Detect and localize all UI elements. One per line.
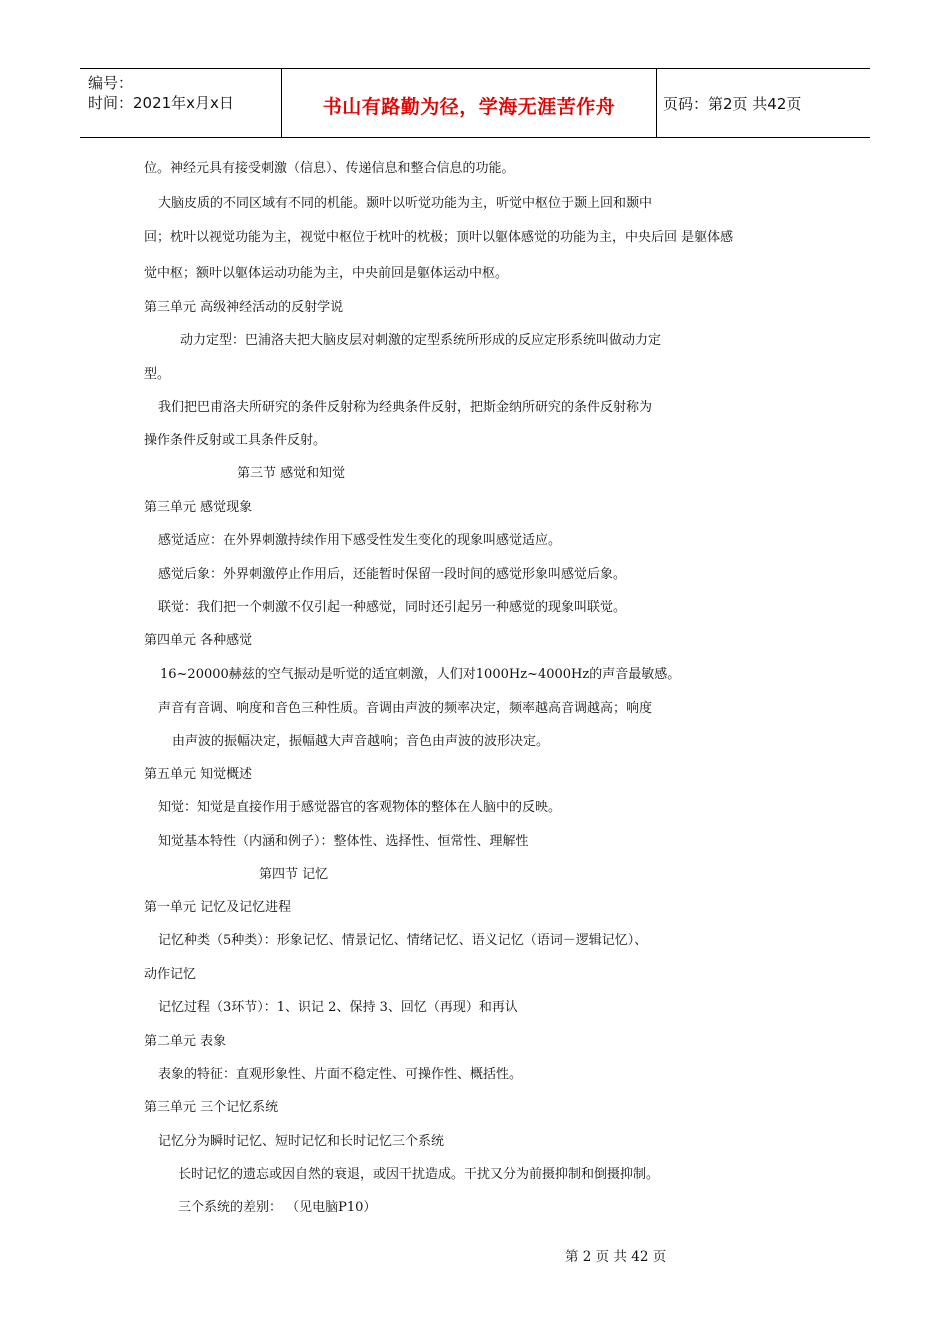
header-motto-cell — [282, 69, 657, 137]
body-line: 表象的特征：直观形象性、片面不稳定性、可操作性、概括性。 — [158, 1067, 523, 1082]
body-line: 位。神经元具有接受刺激（信息）、传递信息和整合信息的功能。 — [144, 161, 515, 176]
section-heading: 第三单元 感觉现象 — [144, 500, 253, 515]
body-line: 声音有音调、响度和音色三种性质。音调由声波的频率决定，频率越高音调越高；响度 — [158, 701, 653, 716]
body-line: 动作记忆 — [144, 967, 197, 982]
body-line: 记忆过程（3环节）：1、识记 2、保持 3、回忆（再现）和再认 — [158, 1000, 518, 1015]
chapter-heading: 第三节 感觉和知觉 — [237, 466, 346, 481]
page-footer: 第 2 页 共 42 页 — [565, 1249, 667, 1265]
section-heading: 第五单元 知觉概述 — [144, 767, 253, 782]
body-line: 觉中枢；额叶以躯体运动功能为主，中央前回是躯体运动中枢。 — [144, 266, 509, 281]
section-heading: 第二单元 表象 — [144, 1034, 227, 1049]
body-line: 记忆种类（5种类）：形象记忆、情景记忆、情绪记忆、语义记忆（语词－逻辑记忆）、 — [158, 933, 648, 948]
time-label: 时间：2021年x月x日 — [88, 94, 234, 112]
body-line: 知觉：知觉是直接作用于感觉器官的客观物体的整体在人脑中的反映。 — [158, 800, 562, 815]
body-line: 记忆分为瞬时记忆、短时记忆和长时记忆三个系统 — [158, 1134, 445, 1149]
motto: 书山有路勤为径，学海无涯苦作舟 — [322, 96, 616, 118]
section-heading: 第一单元 记忆及记忆进程 — [144, 900, 292, 915]
body-line: 大脑皮质的不同区域有不同的机能。颞叶以听觉功能为主，听觉中枢位于颞上回和颞中 — [158, 196, 653, 211]
body-line: 动力定型：巴浦洛夫把大脑皮层对刺激的定型系统所形成的反应定形系统叫做动力定 — [180, 333, 662, 348]
header-left-cell — [80, 69, 282, 137]
body-line: 感觉适应：在外界刺激持续作用下感受性发生变化的现象叫感觉适应。 — [158, 533, 562, 548]
body-line: 回；枕叶以视觉功能为主，视觉中枢位于枕叶的枕极；顶叶以躯体感觉的功能为主，中央后回 是躯体感 — [144, 230, 734, 245]
section-heading: 第四单元 各种感觉 — [144, 633, 253, 648]
body-line: 操作条件反射或工具条件反射。 — [144, 433, 327, 448]
body-line: 16~20000赫兹的空气振动是听觉的适宜刺激，人们对1000Hz~4000Hz的声音最敏感。 — [160, 667, 681, 682]
section-heading: 第三单元 高级神经活动的反射学说 — [144, 300, 344, 315]
body-line: 三个系统的差别： （见电脑P10） — [178, 1200, 377, 1215]
section-heading: 第三单元 三个记忆系统 — [144, 1100, 279, 1115]
page-info: 页码：第2页 共42页 — [663, 95, 802, 113]
page-header — [80, 68, 870, 138]
body-line: 型。 — [144, 367, 171, 382]
code-label: 编号： — [88, 74, 134, 92]
body-line: 联觉：我们把一个刺激不仅引起一种感觉，同时还引起另一种感觉的现象叫联觉。 — [158, 600, 627, 615]
body-line: 感觉后象：外界刺激停止作用后，还能暂时保留一段时间的感觉形象叫感觉后象。 — [158, 567, 627, 582]
header-page-cell — [657, 69, 870, 137]
body-line: 我们把巴甫洛夫所研究的条件反射称为经典条件反射，把斯金纳所研究的条件反射称为 — [158, 400, 653, 415]
body-line: 知觉基本特性（内涵和例子）：整体性、选择性、恒常性、理解性 — [158, 834, 529, 849]
body-line: 由声波的振幅决定，振幅越大声音越响；音色由声波的波形决定。 — [172, 734, 550, 749]
chapter-heading: 第四节 记忆 — [259, 867, 329, 882]
body-line: 长时记忆的遗忘或因自然的衰退，或因干扰造成。干扰又分为前摄抑制和倒摄抑制。 — [178, 1167, 660, 1182]
